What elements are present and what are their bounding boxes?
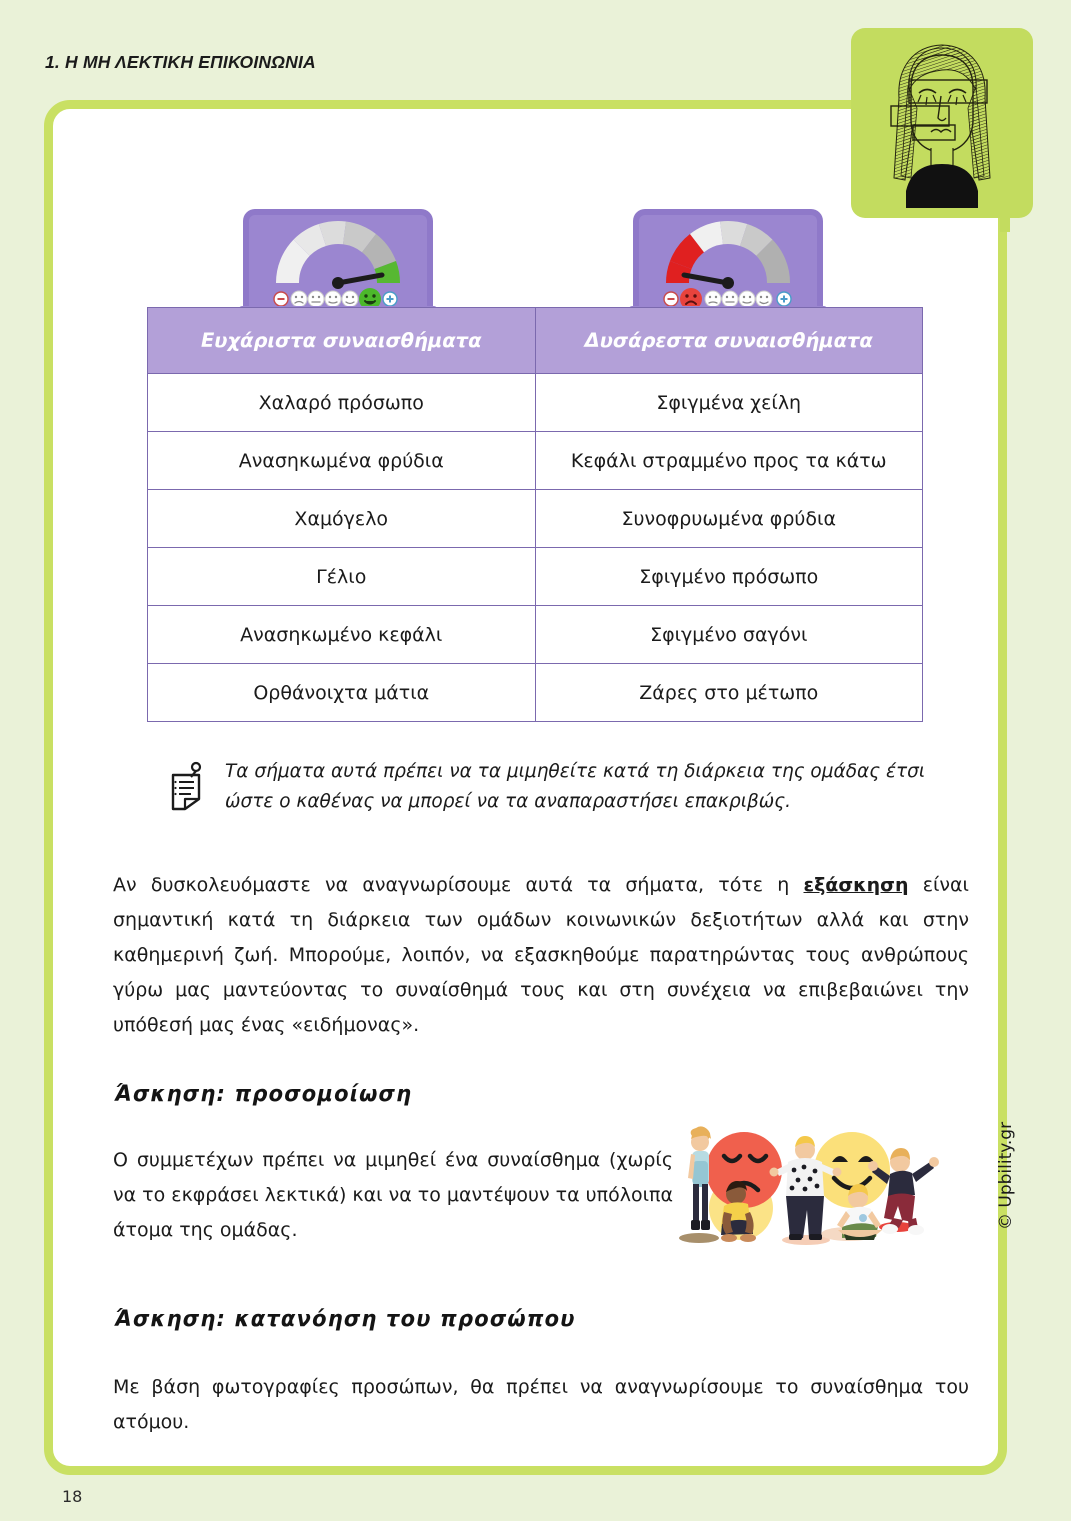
table-header-pleasant: Ευχάριστα συναισθήματα (148, 308, 536, 374)
table-cell-pleasant: Ορθάνοιχτα μάτια (148, 664, 536, 722)
main-paragraph-part2: είναι σημαντική κατά τη διάρκεια των ομάδων κοινωνικών δεξιοτήτων αλλά και στην καθημερινή ζωή. Μπορούμε, λοιπόν, να εξασκηθούμε παρατηρώντας τους ανθρώπους γύρω μας μαντεύοντας το συναίσθημά τους και στη συνέχεια να επιβεβαιώνει την υπόθεσή μας ένας «ειδήμονας». (113, 874, 969, 1036)
table-row (148, 490, 923, 548)
table-cell-unpleasant: Σφιγμένα χείλη (535, 374, 923, 432)
woman-face-line-art-icon (851, 28, 1033, 218)
table-cell-unpleasant: Σφιγμένο πρόσωπο (535, 548, 923, 606)
table-row (148, 432, 923, 490)
table-header-row (148, 308, 923, 374)
emotions-people-illustration (666, 1112, 946, 1260)
exercise-heading-simulation: Άσκηση: προσομοίωση (115, 1080, 413, 1106)
face-illustration-card (851, 28, 1033, 218)
table-row (148, 548, 923, 606)
table-row (148, 374, 923, 432)
pleasant-emotions-gauge (243, 209, 433, 314)
gauge-meter-happy-icon (249, 215, 427, 308)
table-cell-unpleasant: Σφιγμένο σαγόνι (535, 606, 923, 664)
table-header-unpleasant: Δυσάρεστα συναισθήματα (535, 308, 923, 374)
note-callout (167, 757, 927, 817)
emotions-table (147, 307, 923, 722)
exercise1-paragraph: Ο συμμετέχων πρέπει να μιμηθεί ένα συναίσθημα (χωρίς να το εκφράσει λεκτικά) και να το μαντέψουν τα υπόλοιπα άτομα της ομάδας. (113, 1149, 673, 1241)
page-number: 18 (62, 1487, 83, 1506)
notepad-icon (167, 761, 209, 815)
table-cell-pleasant: Γέλιο (148, 548, 536, 606)
exercise-heading-face-understanding: Άσκηση: κατανόηση του προσώπου (115, 1305, 576, 1331)
exercise2-paragraph: Με βάση φωτογραφίες προσώπων, θα πρέπει να αναγνωρίσουμε το συναίσθημα του ατόμου. (113, 1376, 969, 1433)
figure-standing-girl (688, 1126, 711, 1230)
gauge-meter-sad-icon (639, 215, 817, 308)
page-title: 1. Η ΜΗ ΛΕΚΤΙΚΗ ΕΠΙΚΟΙΝΩΝΙΑ (45, 52, 316, 72)
table-row (148, 664, 923, 722)
table-cell-unpleasant: Συνοφρυωμένα φρύδια (535, 490, 923, 548)
copyright-text: © Upbility.gr (996, 1121, 1016, 1230)
unpleasant-emotions-gauge (633, 209, 823, 314)
main-paragraph (113, 868, 969, 1043)
table-cell-unpleasant: Ζάρες στο μέτωπο (535, 664, 923, 722)
main-paragraph-part1: Αν δυσκολευόμαστε να αναγνωρίσουμε αυτά τα σήματα, τότε η (113, 874, 804, 896)
table-cell-unpleasant: Κεφάλι στραμμένο προς τα κάτω (535, 432, 923, 490)
table-cell-pleasant: Χαλαρό πρόσωπο (148, 374, 536, 432)
note-text: Τα σήματα αυτά πρέπει να τα μιμηθείτε κατά τη διάρκεια της ομάδας έτσι ώστε ο καθένας να μπορεί να τα αναπαραστήσει επακριβώς. (225, 761, 926, 812)
people-and-faces-icon (666, 1112, 946, 1260)
table-cell-pleasant: Ανασηκωμένα φρύδια (148, 432, 536, 490)
table-cell-pleasant: Χαμόγελο (148, 490, 536, 548)
table-cell-pleasant: Ανασηκωμένο κεφάλι (148, 606, 536, 664)
copyright-wrapper (996, 1121, 1016, 1231)
table-row (148, 606, 923, 664)
main-paragraph-emphasis: εξάσκηση (803, 874, 909, 896)
illustration-card-tail (1000, 200, 1010, 232)
